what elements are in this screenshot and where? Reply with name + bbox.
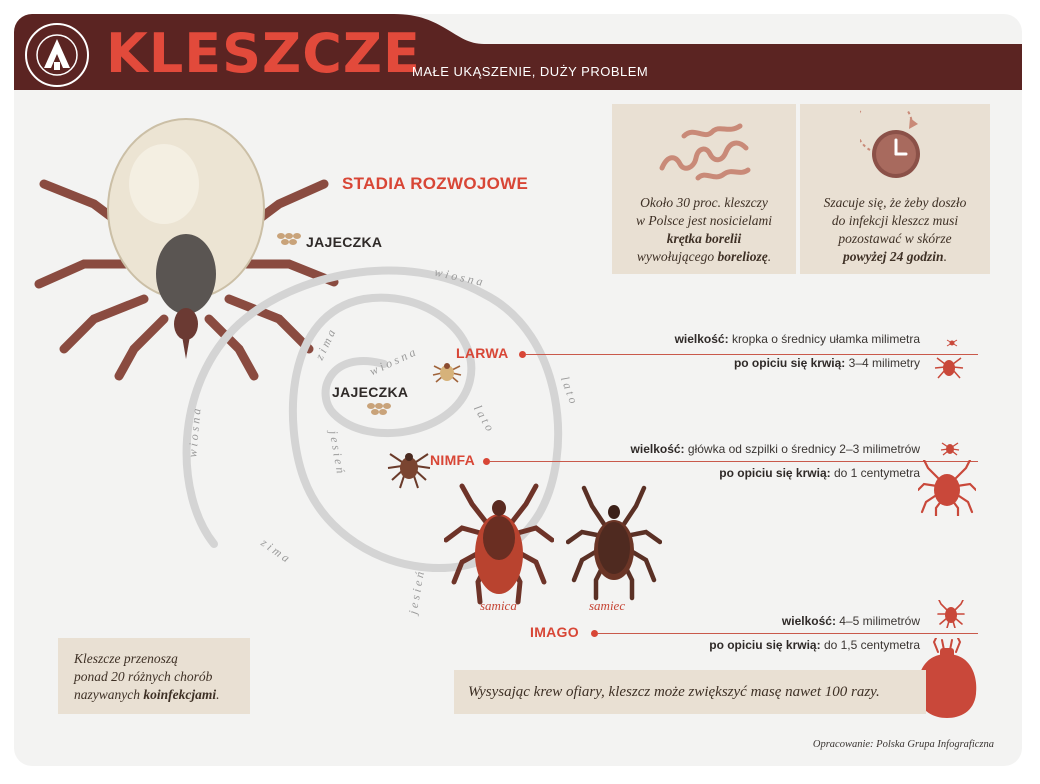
fact-line: Szacuje się, że żeby doszło [823, 195, 967, 210]
size-value: kropka o średnicy ułamka milimetra [731, 332, 920, 346]
fed-label: po opiciu się krwią: [733, 356, 846, 370]
fed-label: po opiciu się krwią: [719, 466, 831, 480]
male-tick-illustration [566, 484, 662, 602]
larva-fed-text [734, 356, 920, 370]
larva-marker-dot [519, 351, 526, 358]
note-text: . [216, 687, 220, 702]
nymph-size-text [631, 442, 920, 456]
note-line: Kleszcze przenoszą [74, 651, 178, 666]
larva-label: LARWA [456, 345, 509, 361]
larva-fed-row [534, 356, 920, 376]
fact-line: do infekcji kleszcz musi [831, 213, 959, 228]
section-title: STADIA ROZWOJOWE [342, 174, 529, 193]
size-value: 4–5 milimetrów [839, 614, 920, 628]
fact-text: . [767, 249, 772, 264]
page-subtitle: MAŁE UKĄSZENIE, DUŻY PROBLEM [412, 64, 649, 79]
fact-line-bold: krętka borelii [666, 231, 742, 246]
season-label: zima [258, 535, 295, 567]
fact-line [612, 248, 796, 266]
infection-time-text [800, 194, 990, 266]
season-label: wiosna [185, 404, 204, 458]
larva-line [526, 354, 978, 355]
fed-label: po opiciu się krwią: [709, 638, 821, 652]
imago-label: IMAGO [530, 624, 579, 640]
season-label: wiosna [367, 343, 421, 379]
coinfections-box [58, 638, 250, 714]
size-value: główka od szpilki o średnicy 2–3 milimetrów [687, 442, 920, 456]
fed-value: 3–4 milimetry [848, 356, 920, 370]
larva-size-text [675, 332, 920, 346]
fact-line [800, 248, 990, 266]
infographic-frame [14, 14, 1022, 766]
tick-icon [936, 600, 966, 628]
note-text-bold: koinfekcjami [143, 687, 217, 702]
female-label: samica [480, 598, 517, 613]
mass-note-text: Wysysając krew ofiary, kleszcz może zwiększyć masę nawet 100 razy. [468, 684, 880, 700]
tick-icon [934, 354, 964, 380]
size-label: wielkość: [674, 332, 729, 346]
season-label: zima [312, 324, 340, 362]
fact-line: w Polsce jest nosicielami [635, 213, 773, 228]
nymph-label: NIMFA [430, 452, 476, 468]
season-label: wiosna [433, 264, 488, 290]
imago-fed-row [534, 638, 920, 658]
fact-text: wywołującego [636, 249, 718, 264]
coinfections-text [74, 650, 219, 704]
larva-size-row [534, 332, 920, 352]
eggs-label-center: JAJECZKA [332, 384, 409, 400]
nymph-fed-row [534, 466, 920, 486]
eggs-label-top: JAJECZKA [306, 234, 383, 250]
tick-icon [946, 338, 958, 348]
eggs-icon [366, 402, 392, 416]
imago-size-text [782, 614, 920, 628]
fact-text-bold: boreliozę [717, 249, 768, 264]
tick-icon [940, 440, 960, 456]
size-label: wielkość: [781, 614, 836, 628]
female-tick-illustration [444, 482, 554, 606]
season-label: jesień [405, 567, 428, 616]
imago-size-row [534, 614, 920, 634]
infection-time-box [800, 104, 990, 274]
season-label: lato [557, 374, 582, 409]
male-label: samiec [589, 598, 626, 613]
nymph-size-row [534, 442, 920, 462]
page-title: KLESZCZE [106, 22, 421, 85]
borelia-fact-box [612, 104, 796, 274]
fed-value: do 1,5 centymetra [823, 638, 920, 652]
fact-line: Około 30 proc. kleszczy [640, 195, 768, 210]
borelia-fact-text [612, 194, 796, 266]
fed-value: do 1 centymetra [833, 466, 920, 480]
fact-text: . [943, 249, 947, 264]
spirochete-icon [654, 118, 754, 188]
note-line: ponad 20 różnych chorób [74, 669, 213, 684]
eggs-icon [276, 232, 302, 246]
imago-fed-text [709, 638, 920, 652]
credit-text: Opracowanie: Polska Grupa Infograficzna [812, 739, 994, 750]
fact-line: pozostawać w skórze [838, 231, 952, 246]
season-label: lato [471, 402, 499, 437]
note-line [74, 686, 219, 704]
size-label: wielkość: [630, 442, 685, 456]
note-text: nazywanych [74, 687, 144, 702]
fact-text-bold: powyżej 24 godzin [843, 249, 944, 264]
larva-tick-icon [432, 360, 462, 384]
mass-note-box [454, 670, 926, 714]
nymph-fed-text [719, 466, 920, 480]
forest-logo-icon [24, 22, 90, 88]
clock-icon [860, 110, 930, 188]
season-label: jesień [326, 429, 349, 478]
nymph-tick-icon [386, 446, 432, 490]
nymph-marker-dot [483, 458, 490, 465]
tick-icon [918, 460, 976, 516]
